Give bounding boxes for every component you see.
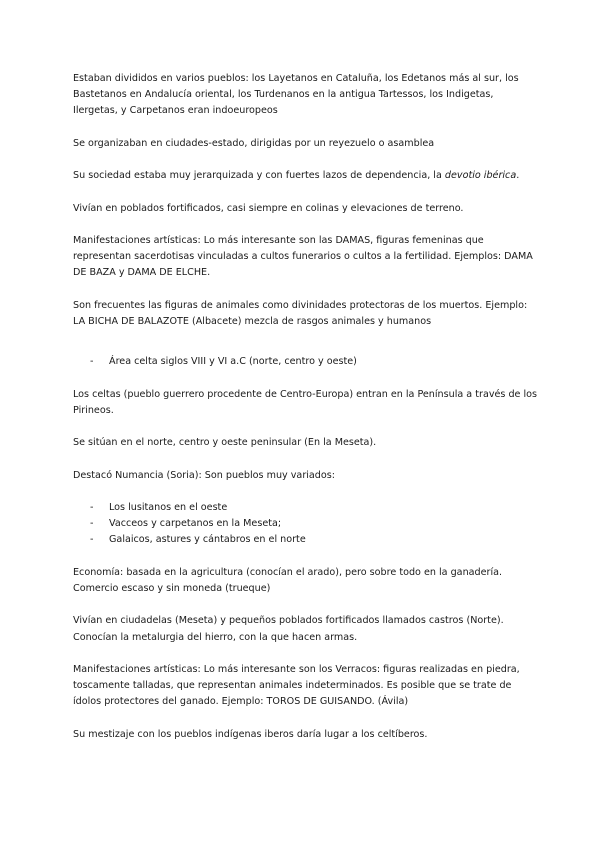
pueblos-celtas-list	[73, 500, 540, 549]
sociedad-text: Su sociedad estaba muy jerarquizada y con fuertes lazos de dependencia, la	[73, 170, 445, 182]
area-celta-list	[73, 354, 540, 370]
list-item: - Galaicos, astures y cántabros en el norte	[73, 532, 540, 548]
sociedad-period: .	[516, 170, 520, 182]
paragraph-bicha-balazote: Son frecuentes las figuras de animales como divinidades protectoras de los muertos. Ejemplo: LA BICHA DE BALAZOTE (Albacete) mezcla de rasgos animales y humanos	[73, 299, 528, 327]
paragraph-numancia: Destacó Numancia (Soria): Son pueblos muy variados:	[73, 469, 335, 481]
paragraph-verracos: Manifestaciones artísticas: Lo más interesante son los Verracos: figuras realizadas en piedra, toscamente talladas, que representan animales indeterminados. Es posible que se trate de ídolos protectores del ganado. Ejemplo: TOROS DE GUISANDO. (Ávila)	[73, 663, 520, 708]
paragraph-celtiberos: Su mestizaje con los pueblos indígenas iberos daría lugar a los celtíberos.	[73, 728, 428, 740]
paragraph-sociedad	[73, 168, 540, 184]
list-item-area-celta: - Área celta siglos VIII y VI a.C (norte, centro y oeste)	[73, 354, 540, 370]
devotio-iberica-term: devotio ibérica	[444, 170, 517, 182]
paragraph-poblados: Vivían en poblados fortificados, casi siempre en colinas y elevaciones de terreno.	[73, 202, 464, 214]
list-item: - Vacceos y carpetanos en la Meseta;	[73, 516, 540, 532]
paragraph-pueblos-iberos: Estaban divididos en varios pueblos: los Layetanos en Cataluña, los Edetanos más al sur, los Bastetanos en Andalucía oriental, los Turdenanos en la antigua Tartessos, los Indigetas, Ilergetas, y Carpetanos eran indoeuropeos	[73, 73, 519, 117]
paragraph-ciudadelas-castros: Vivían en ciudadelas (Meseta) y pequeños poblados fortificados llamados castros (Norte). Conocían la metalurgia del hierro, con la que hacen armas.	[73, 615, 504, 643]
paragraph-celtas-ubicacion: Se sitúan en el norte, centro y oeste peninsular (En la Meseta).	[73, 437, 377, 449]
paragraph-celtas-origen: Los celtas (pueblo guerrero procedente de Centro-Europa) entran en la Península a través de los Pirineos.	[73, 388, 538, 416]
paragraph-economia: Economía: basada en la agricultura (conocían el arado), pero sobre todo en la ganadería. Comercio escaso y sin moneda (trueque)	[73, 566, 503, 594]
paragraph-organizacion: Se organizaban en ciudades-estado, dirigidas por un reyezuelo o asamblea	[73, 137, 435, 149]
list-item: - Los lusitanos en el oeste	[73, 500, 540, 516]
paragraph-damas: Manifestaciones artísticas: Lo más interesante son las DAMAS, figuras femeninas que representan sacerdotisas vinculadas a cultos funerarios o cultos a la fertilidad. Ejemplos: DAMA DE BAZA y DAMA DE ELCHE.	[73, 234, 533, 279]
